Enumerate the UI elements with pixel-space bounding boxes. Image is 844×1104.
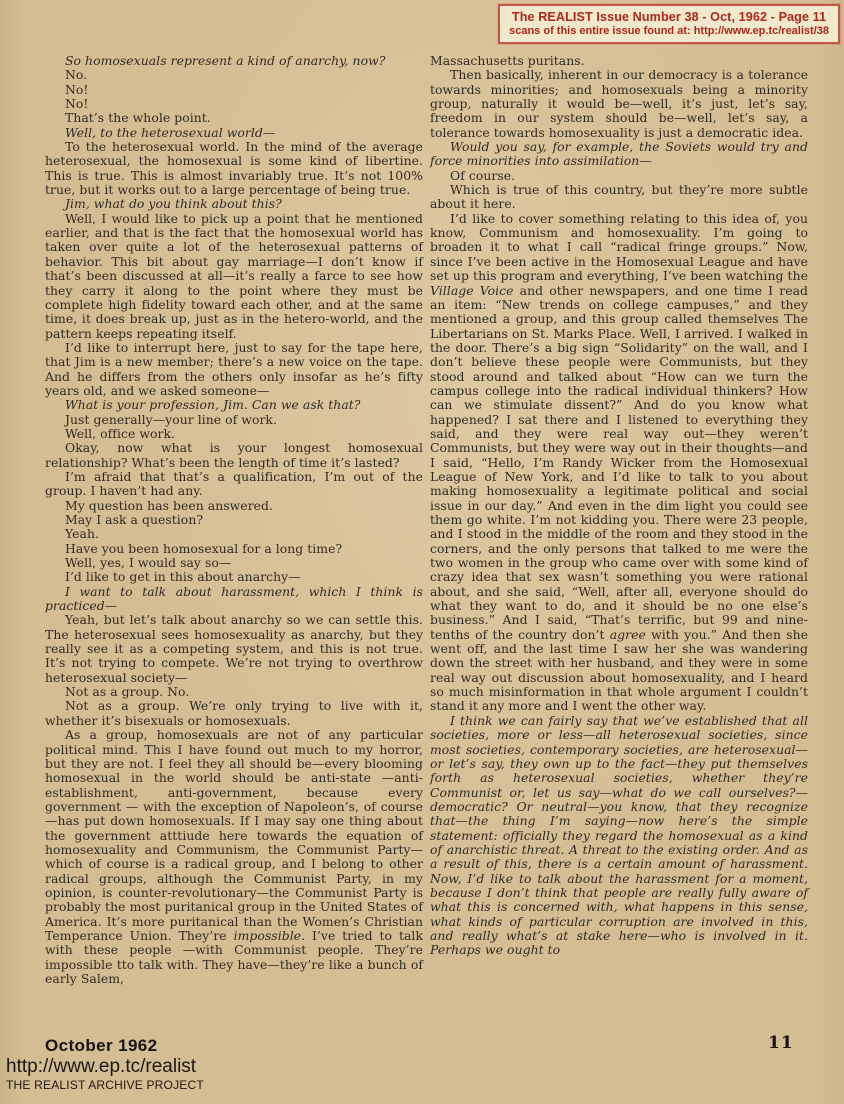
paragraph: Well, I would like to pick up a point that he mentioned earlier, and that is the fact that the homosexual world has taken over quite a lot of the heterosexual patterns of behavior. This bit about gay marriage—I don’t know if that’s been discussed at all—it’s really a farce to see how they carry it along to the point where they must be complete high fidelity toward each other, and at the same time, it does break up, just as in the hetero-world, and the pattern keeps repeating itself. xyxy=(45,210,423,341)
text-column-left xyxy=(45,54,423,986)
paragraph: No! xyxy=(65,96,89,112)
paragraph: Jim, what do you think about this? xyxy=(65,196,282,212)
paragraph: Not as a group. We’re only trying to live with it, whether it’s bisexuals or homosexuals. xyxy=(45,698,423,728)
paragraph: So homosexuals represent a kind of anarchy, now? xyxy=(65,53,386,68)
text-column-right xyxy=(430,54,808,958)
paragraph: Yeah. xyxy=(65,526,99,542)
archive-url: http://www.ep.tc/realist xyxy=(6,1056,197,1077)
page-number: 11 xyxy=(768,1033,794,1053)
stamp-issue-line: The REALIST Issue Number 38 - Oct, 1962 - Page 11 xyxy=(511,10,827,24)
paragraph: No! xyxy=(65,81,89,97)
paragraph: Yeah, but let’s talk about anarchy so we can settle this. The heterosexual sees homosexuality as anarchy, but they really see it as a competing system, and this is not true. It’s not trying to compete. We’re not trying to overthrow heterosexual society— xyxy=(45,612,423,685)
paragraph: I’d like to cover something relating to this idea of, you know, Communism and homosexuality. I’m going to broaden it to what I call “radical fringe groups.” Now, since I’ve been active in the Homosexual League and have set up this program and everything, I’ve been watching the Village Voice and other newspapers, and one time I read an item: “New trends on college campuses,” and they mentioned a group, and this group called themselves The Libertarians on St. Marks Place. Well, I arrived. I walked in the door. There’s a big sign “Solidarity” on the wall, and I don’t believe these people were Communists, but they stood around and talked about “How can we turn the campus college into the radical individual thinkers? How can we stimulate dissent?” And do you know what happened? I sat there and I listened to everything they said, and they were real way out—they weren’t Communists, but they were way out in their thoughts—and I said, “Hello, I’m Randy Wicker from the Homosexual League of New York, and I’d like to talk to you about making homosexuality a legitimate political and social issue in our day.” And even in the dim light you could see them go white. I’m not kidding you. There were 23 people, and I stood in the middle of the room and they stood in the corners, and the only persons that talked to me were the two women in the group who came over with some kind of crazy idea that sex wasn’t something you were rational about, and she said, “Well, after all, everyone should do what they want to do, and it should be no one else’s business.” And I said, “That’s terrific, but 99 and nine-tenths of the country don’t agree with you.” And then she went off, and the last time I saw her she was wandering down the street with her husband, and they were in some real way out discussion about homosexuality, and I heard so much misinformation in that whole argument I couldn’t stand it any more and I went the other way. xyxy=(430,210,809,714)
paragraph: I’d like to get in this about anarchy— xyxy=(65,569,301,585)
paragraph: I’m afraid that that’s a qualification, I’m out of the group. I haven’t had any. xyxy=(45,468,423,499)
paragraph: Okay, now what is your longest homosexual relationship? What’s been the length of time it’s lasted? xyxy=(45,440,423,470)
paragraph: To the heterosexual world. In the mind of the average heterosexual, the homosexual is some kind of libertine. This is true. This is almost invariably true. It’s not 100% true, but it works out to a large percentage of being true. xyxy=(45,139,423,198)
archive-overlay xyxy=(6,1056,204,1093)
paragraph: May I ask a question? xyxy=(65,512,204,527)
paragraph: Well, office work. xyxy=(65,425,176,441)
paragraph: I’d like to interrupt here, just to say for the tape here, that Jim is a new member; there’s a new voice on the tape. And he differs from the others only insofar as he’s fifty years old, and we asked someone— xyxy=(45,339,423,398)
issue-date: October 1962 xyxy=(45,1036,158,1055)
paragraph: Well, yes, I would say so— xyxy=(65,555,232,571)
paragraph: Just generally—your line of work. xyxy=(65,411,277,427)
paragraph: No. xyxy=(65,67,88,83)
stamp-scan-url-line: scans of this entire issue found at: http://www.ep.tc/realist/38 xyxy=(509,25,829,37)
paragraph: Have you been homosexual for a long time? xyxy=(65,540,343,556)
paragraph: What is your profession, Jim. Can we ask that? xyxy=(65,397,361,413)
paragraph: That’s the whole point. xyxy=(65,110,211,126)
header-stamp xyxy=(498,4,840,44)
paragraph: Of course. xyxy=(450,167,516,183)
paragraph: I think we can fairly say that we’ve established that all societies, more or less—all heterosexual societies, since most societies, contemporary societies, are heterosexual—or let’s say, they own up to the fact—they put themselves forth as heterosexual societies, whether they’re Communist or, let us say—what do we call ourselves?—democratic? Or neutral—you know, that they recognize that—the thing I’m saying—now here’s the simple statement: officially they regard the homosexual as a kind of anarchistic threat. A threat to the existing order. And as a result of this, there is a certain amount of harassment. Now, I’d like to talk about the harassment for a moment, because I don’t think that people are really fully aware of what this is concerned with, what happens in this sense, what kinds of particular corruption are involved in this, and really what’s at stake here—who is involved in it. Perhaps we ought to xyxy=(430,712,808,958)
paragraph: Not as a group. No. xyxy=(65,684,190,700)
paragraph: Then basically, inherent in our democracy is a tolerance towards minorities; and homosexuals being a minority group, naturally it would be—well, it’s just, let’s say, freedom in our system should be—well, let’s say, a tolerance towards homosexuality is just a democratic idea. xyxy=(430,67,808,140)
paragraph: Which is true of this country, but they’re more subtle about it here. xyxy=(430,182,808,212)
paragraph: I want to talk about harassment, which I think is practiced— xyxy=(45,583,423,614)
paragraph: Massachusetts puritans. xyxy=(430,53,585,68)
archive-project-title: THE REALIST ARCHIVE PROJECT xyxy=(6,1078,204,1092)
paragraph: My question has been answered. xyxy=(65,497,274,513)
paragraph: Would you say, for example, the Soviets would try and force minorities into assimilation— xyxy=(430,139,808,169)
paragraph: As a group, homosexuals are not of any particular political mind. This I have found out much to my horror, but they are not. I feel they all should be—every blooming homosexual in the world should be anti-state —anti-establishment, anti-government, because every government — with the exception of Napoleon’s, of course—has put down homosexuals. If I may say one thing about the government atttiude here towards the equation of homosexuality and Communism, the Communist Party—which of course is a radical group, and I belong to other radical groups, although the Communist Party, in my opinion, is counter-revolutionary—the Communist Party is probably the most puritanical group in the United States of America. It’s more puritanical than the Women’s Christian Temperance Union. They’re impossible. I’ve tried to talk with these people —with Communist people. They’re impossible tto talk with. They have—they’re like a bunch of early Salem, xyxy=(45,727,423,986)
paragraph: Well, to the heterosexual world— xyxy=(65,124,276,140)
